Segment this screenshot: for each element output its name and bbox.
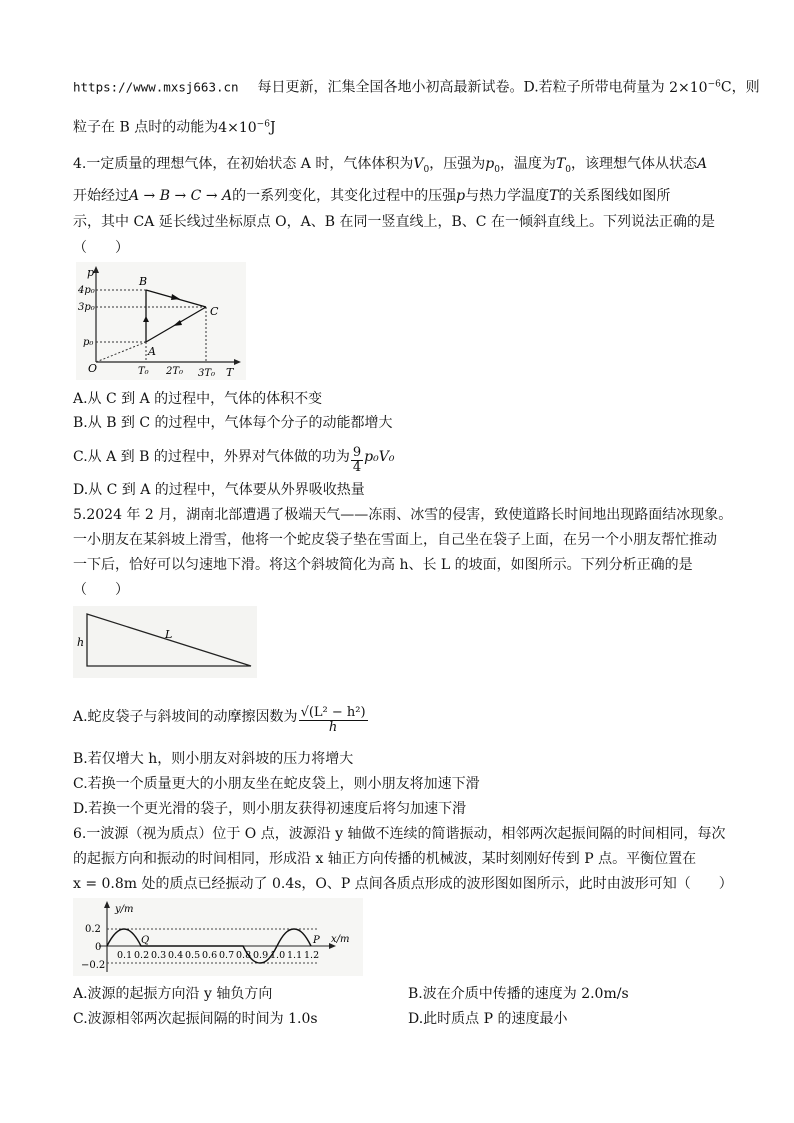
q6-xtick-0.1: 0.1 [117, 950, 133, 961]
q4-label-O: O [88, 362, 98, 375]
q4-answer-paren: （ ） [73, 240, 129, 256]
source-url: https://www.mxsj663.cn [73, 79, 239, 95]
q4-point-B: B [139, 275, 148, 288]
q4-stem-line-3: 示，其中 CA 延长线过坐标原点 O，A、B 在同一竖直线上，B、C 在一倾斜直线上。下列说法正确的是 [73, 214, 715, 230]
q6-stem-line-1: 6.一波源（视为质点）位于 O 点，波源沿 y 轴做不连续的简谐振动，相邻两次起振间隔的时间相同，每次 [73, 826, 726, 842]
q4-stem-line-2: 开始经过A → B → C → A的一系列变化，其变化过程中的压强p与热力学温度T的关系图线如图所 [73, 188, 671, 204]
q6-label-y: y/m [115, 904, 134, 915]
q5-slope-figure [73, 606, 257, 678]
q4-pT-graph [76, 262, 246, 380]
q5-stem-line-3: 一下后，恰好可以匀速地下滑。将这个斜坡简化为高 h、长 L 的坡面，如图所示。下列分析正确的是 [73, 557, 693, 573]
q6-label-x: x/m [331, 934, 350, 945]
q4-point-A: A [148, 345, 156, 358]
q6-stem-line-2: 的起振方向和振动的时间相同，形成沿 x 轴正方向传播的机械波，某时刻刚好传到 P 点。平衡位置在 [73, 851, 697, 867]
q5-label-L: L [165, 628, 173, 641]
q4-tick-4p0: 4p₀ [78, 285, 95, 296]
q6-xtick-0.9: 0.9 [253, 950, 269, 961]
energy-label: 粒子在 B 点时的动能为 [73, 119, 219, 136]
q5-option-b: B.若仅增大 h，则小朋友对斜坡的压力将增大 [73, 751, 354, 767]
q3-option-d-text: D.若粒子所带电荷量为 [523, 79, 665, 96]
q4-option-d: D.从 C 到 A 的过程中，气体要从外界吸收热量 [73, 482, 365, 498]
header-line-2 [73, 114, 276, 138]
q5-option-a: A.蛇皮袋子与斜坡间的动摩擦因数为 $\frac{\text{√(L² − h²)}}{h}$ [73, 705, 366, 735]
q4-tick-3T0: 3T₀ [198, 368, 216, 379]
q6-xtick-0.6: 0.6 [202, 950, 218, 961]
q4-tick-p0: p₀ [83, 337, 94, 348]
q5-stem-line-1: 5.2024 年 2 月，湖南北部遭遇了极端天气——冻雨、冰雪的侵害，致使道路长时间地出现路面结冰现象。 [73, 507, 733, 523]
header-notice: 每日更新，汇集全国各地小初高最新试卷。 [257, 79, 524, 96]
q6-x-ticks [117, 950, 319, 961]
q6-xtick-0.5: 0.5 [185, 950, 201, 961]
q6-xtick-0.8: 0.8 [236, 950, 252, 961]
q4-option-c: C.从 A 到 B 的过程中，外界对气体做的功为 $\frac{9}{4}$ p₀V₀ [73, 445, 395, 475]
charge-value: $2\times 10^{-6}$ [669, 79, 721, 96]
q5-label-h: h [77, 636, 85, 649]
q6-xtick-0.2: 0.2 [134, 950, 150, 961]
energy-unit: J [269, 119, 276, 136]
q5-option-a-fraction: $\frac{\text{√(L² − h²)}}{h}$ [300, 705, 366, 735]
q4-point-C: C [210, 305, 219, 318]
q5-option-d: D.若换一个更光滑的袋子，则小朋友获得初速度后将匀加速下滑 [73, 801, 467, 817]
q6-ytick-neg0.2: −0.2 [81, 960, 106, 971]
q6-option-b: B.波在介质中传播的速度为 2.0m/s [408, 986, 629, 1002]
q6-option-d: D.此时质点 P 的速度最小 [408, 1011, 568, 1027]
q6-label-P: P [313, 935, 320, 946]
q4-option-c-fraction: $\frac{9}{4}$ [352, 445, 362, 475]
q6-xtick-1.1: 1.1 [287, 950, 303, 961]
q5-option-c: C.若换一个质量更大的小朋友坐在蛇皮袋上，则小朋友将加速下滑 [73, 776, 480, 792]
q6-ytick-0: 0 [95, 942, 102, 953]
q6-xtick-0.3: 0.3 [151, 950, 167, 961]
q6-xtick-0.7: 0.7 [219, 950, 235, 961]
q6-xtick-0.4: 0.4 [168, 950, 184, 961]
q6-ytick-0.2: 0.2 [85, 924, 101, 935]
energy-value: $4\times 10^{-6}$ [218, 119, 270, 136]
q6-label-Q: Q [141, 935, 150, 946]
q4-tick-3p0: 3p₀ [78, 302, 95, 313]
q6-wave-graph [73, 898, 363, 976]
q4-option-b: B.从 B 到 C 的过程中，气体每个分子的动能都增大 [73, 415, 393, 431]
header-line-1 [73, 74, 760, 98]
q6-option-c: C.波源相邻两次起振间隔的时间为 1.0s [73, 1011, 318, 1027]
q4-stem-line-1: 4.一定质量的理想气体，在初始状态 A 时，气体体积为$V_0$，压强为$p_0$，温度为$T_0$，该理想气体从状态A [73, 156, 708, 175]
q6-xtick-1.2: 1.2 [304, 950, 320, 961]
q4-option-a: A.从 C 到 A 的过程中，气体的体积不变 [73, 391, 323, 407]
q6-option-a: A.波源的起振方向沿 y 轴负方向 [73, 986, 273, 1002]
q6-stem-line-3: x = 0.8m 处的质点已经振动了 0.4s，O、P 点间各质点形成的波形图如图所示，此时由波形可知（ ） [73, 876, 733, 892]
q4-tick-2T0: 2T₀ [166, 366, 184, 377]
q4-tick-T0: T₀ [138, 366, 149, 377]
q5-stem-line-2: 一小朋友在某斜坡上滑雪，他将一个蛇皮袋子垫在雪面上，自己坐在袋子上面，在另一个小朋友帮忙推动 [73, 532, 717, 548]
q4-label-p: p [87, 266, 95, 279]
charge-unit: C，则 [720, 79, 760, 96]
q6-xtick-1.0: 1.0 [270, 950, 286, 961]
q4-label-T: T [226, 366, 234, 379]
q5-answer-paren: （ ） [73, 582, 129, 598]
